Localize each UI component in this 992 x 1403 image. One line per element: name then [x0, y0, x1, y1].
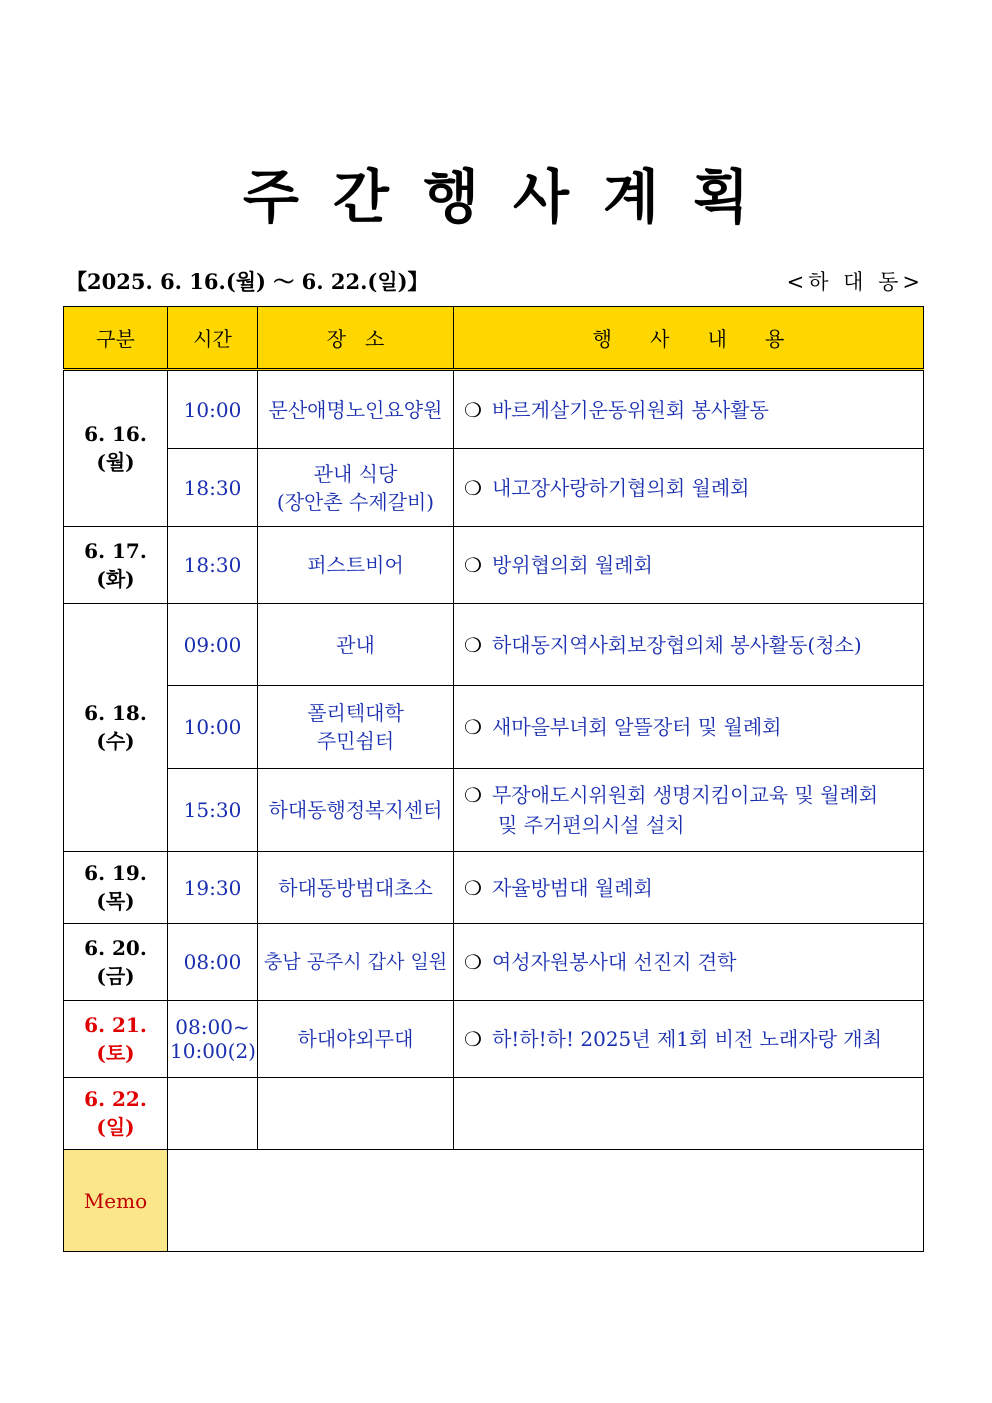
bullet-icon: ❍ — [464, 783, 482, 807]
table-row — [64, 527, 924, 604]
department-label: <하 대 동> — [786, 270, 924, 294]
memo-area — [168, 1150, 924, 1252]
event-text: 하대동지역사회보장협의체 봉사활동(청소) — [491, 632, 862, 657]
place-cell — [258, 686, 454, 769]
date-cell: 6. 19.(목) — [64, 852, 168, 924]
week-period: 【2025. 6. 16.(월) ～ 6. 22.(일)】 — [66, 269, 429, 294]
time-cell: 15:30 — [168, 769, 258, 852]
event-text: 무장애도시위원회 생명지킴이교육 및 월례회 — [491, 783, 879, 807]
event-cell — [454, 449, 924, 527]
page-title: 주간행사계획 — [242, 163, 784, 231]
event-cell — [454, 769, 924, 852]
place-cell — [258, 449, 454, 527]
place-cell: 충남 공주시 갑사 일원 — [258, 924, 454, 1001]
memo-row — [64, 1150, 924, 1252]
place-line-1: 관내 식당 — [313, 461, 398, 486]
place-cell: 문산애명노인요양원 — [258, 370, 454, 449]
table-row — [64, 449, 924, 527]
place-cell: 관내 — [258, 604, 454, 686]
time-cell: 10:00 — [168, 686, 258, 769]
table-row — [64, 1001, 924, 1078]
event-cell — [454, 527, 924, 604]
place-line-2: (장안촌 수제갈비) — [276, 489, 435, 514]
table-row — [64, 604, 924, 686]
time-cell: 18:30 — [168, 449, 258, 527]
event-cell — [454, 370, 924, 449]
time-line-1: 08:00~ — [175, 1015, 250, 1039]
place-cell: 퍼스트비어 — [258, 527, 454, 604]
bullet-icon: ❍ — [464, 875, 482, 900]
bullet-icon: ❍ — [464, 950, 482, 974]
event-cell — [454, 1078, 924, 1150]
bullet-icon: ❍ — [464, 553, 482, 577]
event-text: 하!하!하! 2025년 제1회 비전 노래자랑 개최 — [491, 1027, 882, 1051]
event-cell — [454, 924, 924, 1001]
event-cell — [454, 686, 924, 769]
event-cell — [454, 604, 924, 686]
time-cell: 10:00 — [168, 370, 258, 449]
header-time: 시간 — [168, 307, 258, 370]
date-cell: 6. 21.(토) — [64, 1001, 168, 1078]
event-cell — [454, 1001, 924, 1078]
place-line-1: 폴리텍대학 — [307, 701, 404, 725]
time-cell: 09:00 — [168, 604, 258, 686]
event-text: 내고장사랑하기협의회 월례회 — [491, 475, 750, 500]
event-cell — [454, 852, 924, 924]
bullet-icon: ❍ — [464, 397, 482, 422]
table-row — [64, 924, 924, 1001]
event-text: 새마을부녀회 알뜰장터 및 월례회 — [491, 715, 782, 739]
date-cell: 6. 18.(수) — [64, 604, 168, 852]
event-text-line-2: 및 주거편의시설 설치 — [498, 813, 685, 837]
time-cell — [168, 1001, 258, 1078]
date-cell: 6. 22.(일) — [64, 1078, 168, 1150]
time-cell — [168, 1078, 258, 1150]
table-row — [64, 370, 924, 449]
schedule-table — [63, 306, 924, 1252]
memo-label: Memo — [64, 1150, 168, 1252]
header-row — [64, 307, 924, 370]
bullet-icon: ❍ — [464, 632, 482, 657]
place-cell: 하대야외무대 — [258, 1001, 454, 1078]
date-cell: 6. 17.(화) — [64, 527, 168, 604]
place-line-2: 주민쉼터 — [316, 729, 395, 753]
bullet-icon: ❍ — [464, 715, 482, 739]
date-cell: 6. 20.(금) — [64, 924, 168, 1001]
time-cell: 19:30 — [168, 852, 258, 924]
bullet-icon: ❍ — [464, 1027, 482, 1051]
event-text: 바르게살기운동위원회 봉사활동 — [491, 397, 769, 422]
place-cell: 하대동방범대초소 — [258, 852, 454, 924]
time-cell: 08:00 — [168, 924, 258, 1001]
header-category: 구분 — [64, 307, 168, 370]
place-cell — [258, 1078, 454, 1150]
time-line-2: 10:00(2) — [170, 1039, 256, 1063]
event-text: 방위협의회 월례회 — [491, 553, 653, 577]
table-row — [64, 852, 924, 924]
place-cell: 하대동행정복지센터 — [258, 769, 454, 852]
table-row — [64, 686, 924, 769]
event-text: 여성자원봉사대 선진지 견학 — [491, 950, 737, 974]
event-text: 자율방범대 월례회 — [491, 875, 653, 900]
time-cell: 18:30 — [168, 527, 258, 604]
date-cell: 6. 16.(월) — [64, 370, 168, 527]
table-row — [64, 769, 924, 852]
table-row — [64, 1078, 924, 1150]
bullet-icon: ❍ — [464, 475, 482, 500]
header-place: 장 소 — [258, 307, 454, 370]
header-event: 행 사 내 용 — [454, 307, 924, 370]
